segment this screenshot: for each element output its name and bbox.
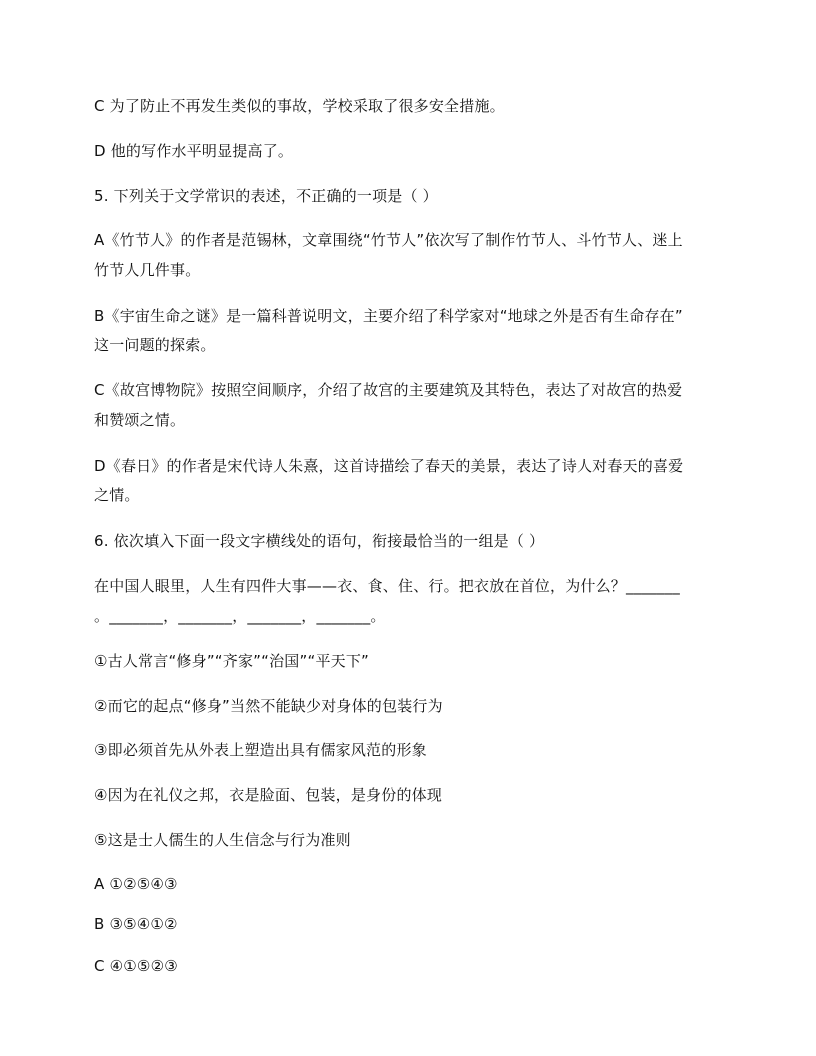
q5-option-a-line2: 竹节人几件事。 — [94, 261, 201, 279]
q5-option-b-line2: 这一问题的探索。 — [94, 336, 216, 354]
q6-sentence-5: ⑤这是士人儒生的人生信念与行为准则 — [94, 831, 351, 849]
q6-passage-line1: 在中国人眼里，人生有四件大事——衣、食、住、行。把衣放在首位，为什么？_______ — [94, 577, 680, 595]
q5-option-b-line1: B《宇宙生命之谜》是一篇科普说明文，主要介绍了科学家对“地球之外是否有生命存在” — [94, 307, 683, 325]
q6-option-b: B ③⑤④①② — [94, 915, 178, 933]
q6-option-c: C ④①⑤②③ — [94, 957, 178, 975]
q6-sentence-4: ④因为在礼仪之邦，衣是脸面、包装，是身份的体现 — [94, 786, 443, 804]
q6-sentence-3: ③即必须首先从外表上塑造出具有儒家风范的形象 — [94, 741, 427, 759]
option-d-sentence: D 他的写作水平明显提高了。 — [94, 142, 294, 160]
q6-sentence-2: ②而它的起点“修身”当然不能缺少对身体的包装行为 — [94, 697, 443, 715]
q5-option-c-line2: 和赞颂之情。 — [94, 411, 186, 429]
q5-option-a-line1: A《竹节人》的作者是范锡林，文章围绕“竹节人”依次写了制作竹节人、斗竹节人、迷上 — [94, 231, 683, 249]
question-6: 6. 依次填入下面一段文字横线处的语句，衔接最恰当的一组是（ ） — [94, 532, 545, 550]
q6-sentence-1: ①古人常言“修身”“齐家”“治国”“平天下” — [94, 652, 370, 670]
option-c-sentence: C 为了防止不再发生类似的事故，学校采取了很多安全措施。 — [94, 97, 505, 115]
q6-option-a: A ①②⑤④③ — [94, 875, 178, 893]
q5-option-d-line1: D《春日》的作者是宋代诗人朱熹，这首诗描绘了春天的美景，表达了诗人对春天的喜爱 — [94, 457, 684, 475]
q5-option-d-line2: 之情。 — [94, 486, 140, 504]
q6-passage-line2: 。_______，_______，_______，_______。 — [94, 607, 386, 625]
q5-option-c-line1: C《故宫博物院》按照空间顺序，介绍了故宫的主要建筑及其特色，表达了对故宫的热爱 — [94, 381, 683, 399]
question-5: 5. 下列关于文学常识的表述，不正确的一项是（ ） — [94, 187, 438, 205]
